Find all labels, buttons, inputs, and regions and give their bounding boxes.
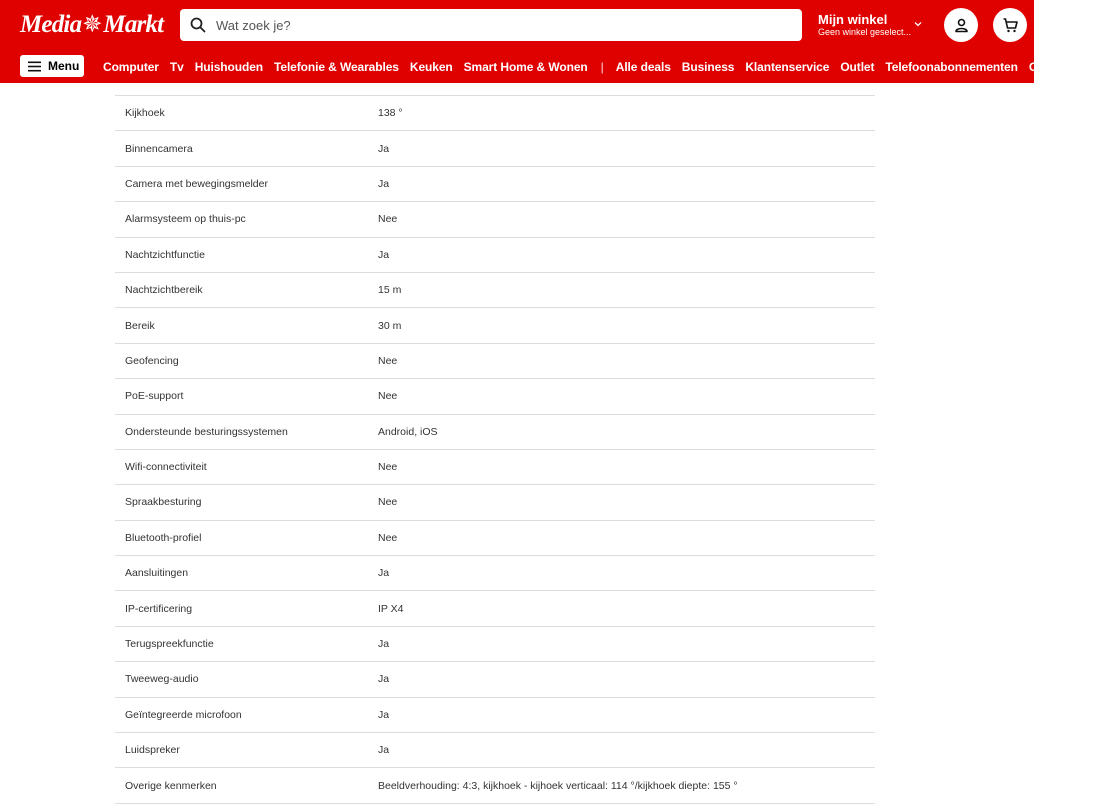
spec-row <box>115 415 875 450</box>
spec-row <box>115 485 875 520</box>
user-icon <box>953 17 970 34</box>
store-title: Mijn winkel <box>818 12 888 27</box>
spec-label: Ondersteunde besturingssystemen <box>125 425 288 438</box>
nav-item-computer[interactable]: Computer <box>103 60 159 74</box>
spec-value: Ja <box>378 248 390 261</box>
spec-label: Alarmsysteem op thuis-pc <box>125 213 246 226</box>
spec-label: Luidspreker <box>125 744 180 757</box>
spec-row <box>115 344 875 379</box>
chevron-down-icon <box>913 19 923 29</box>
hamburger-icon <box>28 61 41 72</box>
spec-value: Ja <box>378 177 390 190</box>
spec-value: Ja <box>378 744 390 757</box>
spec-value: Nee <box>378 390 398 403</box>
spec-value: IP X4 <box>378 602 404 615</box>
spec-label: Tweeweg-audio <box>125 673 199 686</box>
spec-value: Ja <box>378 673 390 686</box>
logo-text-markt: Markt <box>103 11 164 38</box>
spec-value: 15 m <box>378 284 402 297</box>
nav-separator: | <box>600 60 604 74</box>
spec-label: Overige kenmerken <box>125 779 217 792</box>
account-button[interactable] <box>944 8 978 42</box>
spec-row <box>115 379 875 414</box>
spec-label: Geofencing <box>125 354 179 367</box>
spec-label: Kijkhoek <box>125 107 165 120</box>
spec-row <box>115 273 875 308</box>
spec-row <box>115 308 875 343</box>
search-icon <box>190 17 206 33</box>
mediamarkt-logo[interactable] <box>20 10 163 40</box>
spec-row <box>115 521 875 556</box>
logo-star-icon: ✵ <box>82 11 103 38</box>
nav-item-outlet[interactable]: Outlet <box>840 60 875 74</box>
store-selector[interactable] <box>818 12 928 42</box>
spec-row <box>115 768 875 803</box>
cart-icon <box>1002 17 1019 34</box>
nav-item-huishouden[interactable]: Huishouden <box>194 60 264 74</box>
spec-label: Geïntegreerde microfoon <box>125 708 242 721</box>
search-input[interactable] <box>216 14 776 36</box>
spec-value: Android, iOS <box>378 425 438 438</box>
spec-value: Nee <box>378 531 398 544</box>
spec-value: Ja <box>378 142 390 155</box>
spec-label: PoE-support <box>125 390 184 403</box>
spec-value: Nee <box>378 213 398 226</box>
nav-item-alle-deals[interactable]: Alle deals <box>615 60 671 74</box>
spec-row <box>115 733 875 768</box>
spec-label: Aansluitingen <box>125 567 189 580</box>
search-bar[interactable] <box>180 9 802 41</box>
spec-label: Bluetooth-profiel <box>125 531 202 544</box>
menu-label: Menu <box>48 59 80 73</box>
site-header <box>0 0 1109 83</box>
spec-label: Spraakbesturing <box>125 496 202 509</box>
spec-row <box>115 662 875 697</box>
nav-item-klantenservice[interactable]: Klantenservice <box>745 60 830 74</box>
spec-row <box>115 238 875 273</box>
spec-label: Terugspreekfunctie <box>125 638 214 651</box>
spec-value: Beeldverhouding: 4:3, kijkhoek - kijhoek verticaal: 114 °/kijkhoek diepte: 155 ° <box>378 779 738 792</box>
spec-label: Wifi-connectiviteit <box>125 461 207 474</box>
spec-label: Camera met bewegingsmelder <box>125 177 268 190</box>
nav-item-telefonie-wearables[interactable]: Telefonie & Wearables <box>274 60 399 74</box>
nav-item-onze-services[interactable]: Onze services <box>1028 60 1109 74</box>
spec-label: Nachtzichtbereik <box>125 284 203 297</box>
spec-row <box>115 96 875 131</box>
spec-value: 30 m <box>378 319 402 332</box>
nav-item-business[interactable]: Business <box>681 60 735 74</box>
spec-value: 138 ° <box>378 107 403 120</box>
spec-row <box>115 167 875 202</box>
nav-item-tv[interactable]: Tv <box>169 60 184 74</box>
nav-item-keuken[interactable]: Keuken <box>409 60 453 74</box>
spec-row <box>115 131 875 166</box>
spec-row <box>115 556 875 591</box>
spec-label: Nachtzichtfunctie <box>125 248 205 261</box>
spec-value: Ja <box>378 638 390 651</box>
spec-row <box>115 698 875 733</box>
spec-row <box>115 591 875 626</box>
store-subtitle: Geen winkel geselect... <box>818 27 912 37</box>
nav-item-telefoonabonnementen[interactable]: Telefoonabonnementen <box>885 60 1018 74</box>
main-navigation <box>103 59 1119 75</box>
spec-label: IP-certificering <box>125 602 193 615</box>
cart-button[interactable] <box>993 8 1027 42</box>
spec-value: Nee <box>378 461 398 474</box>
specifications-table <box>115 95 875 804</box>
logo-text-media: Media <box>20 11 82 38</box>
spec-value: Nee <box>378 354 398 367</box>
spec-label: Binnencamera <box>125 142 193 155</box>
spec-row <box>115 202 875 237</box>
spec-row <box>115 450 875 485</box>
spec-value: Ja <box>378 708 390 721</box>
menu-button[interactable] <box>20 55 84 77</box>
spec-row <box>115 627 875 662</box>
spec-value: Nee <box>378 496 398 509</box>
spec-value: Ja <box>378 567 390 580</box>
spec-label: Bereik <box>125 319 155 332</box>
nav-item-smart-home[interactable]: Smart Home & Wonen <box>463 60 588 74</box>
